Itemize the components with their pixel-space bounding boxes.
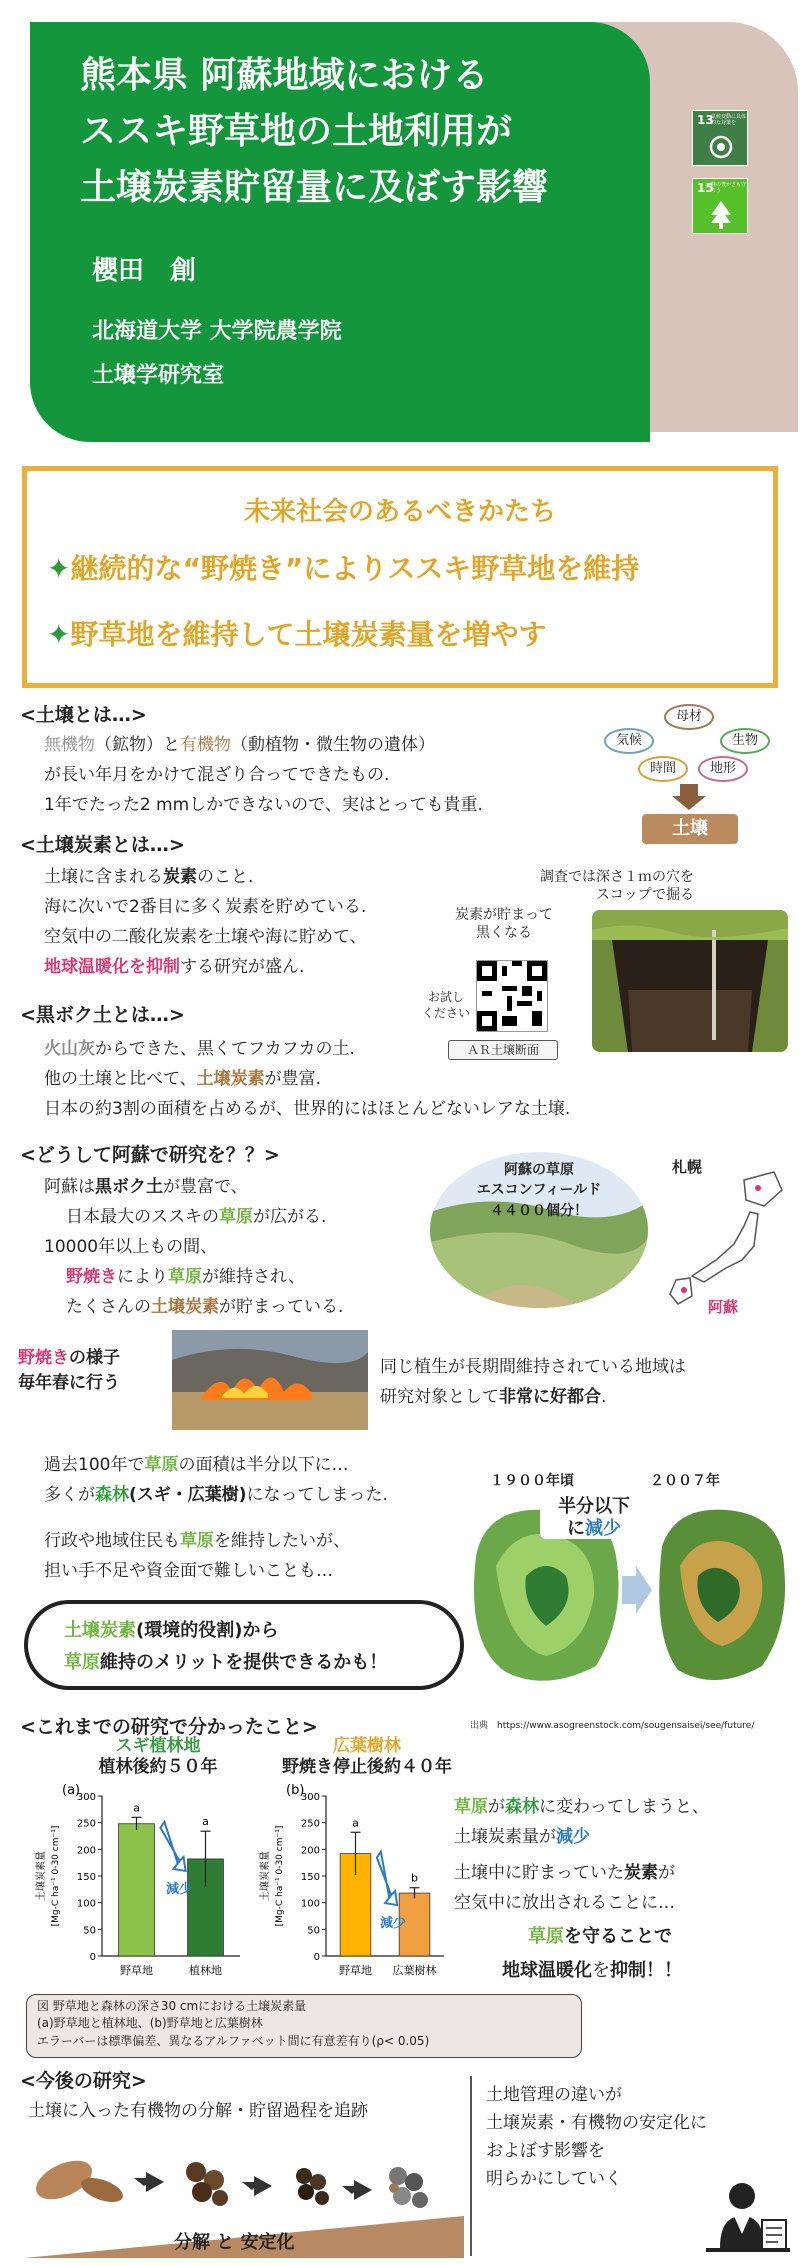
map-source: 出典 https://www.asogreenstock.com/sougensaisei/see/future/	[470, 1721, 755, 1731]
title-line-1: 熊本県 阿蘇地域における	[80, 55, 489, 96]
y-tick-label: 250	[300, 1818, 320, 1830]
panel-label: (b)	[286, 1783, 305, 1798]
decline-line-2: 多くが森林(スギ・広葉樹)になってしまった.	[44, 1485, 388, 1505]
significance-letter: b	[411, 1871, 418, 1885]
future-research-line: 土壌に入った有機物の分解・貯留過程を追跡	[28, 2101, 368, 2121]
y-tick-label: 0	[313, 1952, 320, 1963]
factor-time: 時間	[638, 756, 688, 782]
results-line-1: 草原が森林に変わってしまうと、	[454, 1797, 709, 1817]
y-tick-label: 100	[300, 1898, 320, 1910]
sdg-15-icon: 15 陸の豊かさも守ろう	[692, 178, 748, 234]
result-soil-box: 土壌	[642, 814, 738, 844]
carbon-line-4: 地球温暖化を抑制する研究が盛ん.	[44, 957, 305, 977]
burning-caption: 野焼きの様子 毎年春に行う	[18, 1348, 120, 1393]
future-society-box	[22, 466, 778, 688]
decrease-label: 減少	[379, 1916, 407, 1932]
year-2007-label: ２００７年	[650, 1473, 720, 1489]
soil-formation-diagram	[598, 704, 798, 854]
affiliation-line-2: 土壌学研究室	[92, 363, 225, 388]
kuroboku-line-1: 火山灰からできた、黒くてフカフカの土.	[44, 1039, 355, 1059]
future-right-line-3: およぼす影響を	[486, 2141, 605, 2161]
y-axis-label: 土壌炭素量	[36, 1851, 47, 1901]
callout-line-1: 土壌炭素(環境的役割)から	[64, 1620, 279, 1641]
results-line-5: 草原を守ることで	[528, 1926, 672, 1947]
y-tick-label: 250	[76, 1818, 96, 1830]
y-tick-label: 300	[300, 1792, 320, 1803]
try-note: お試し ください	[422, 990, 471, 1020]
future-right-line-1: 土地管理の違いが	[486, 2085, 622, 2105]
decrease-arrow-icon	[160, 1822, 185, 1871]
star-icon: ✦	[47, 618, 71, 651]
significance-letter: a	[352, 1816, 359, 1830]
arrow-down-icon	[672, 784, 706, 810]
year-1900-label: １９００年頃	[490, 1473, 574, 1489]
affiliation-line-1: 北海道大学 大学院農学院	[92, 319, 342, 344]
results-heading: <これまでの研究で分かったこと>	[20, 1716, 318, 1738]
category-label: 野草地	[120, 1964, 153, 1977]
significance-letter: a	[202, 1815, 209, 1829]
figure-caption: 図 野草地と森林の深さ30 cmにおける土壌炭素量 (a)野草地と植林地、(b)野草地と広葉樹林 エラーバーは標準偏差、異なるアルファベット間に有意差有り(ρ< 0.05)	[26, 1994, 582, 2058]
title-line-3: 土壌炭素貯留量に及ぼす影響	[80, 167, 549, 208]
chart-panel-b	[254, 1782, 464, 1982]
results-line-4: 空気中に放出されることに…	[454, 1893, 675, 1913]
decrease-label: 減少	[165, 1881, 193, 1897]
map-label-aso: 阿蘇	[708, 1298, 739, 1316]
carbon-heading: <土壌炭素とは…>	[20, 834, 185, 856]
results-line-3: 土壌中に貯まっていた炭素が	[454, 1863, 675, 1883]
researcher-icon	[706, 2178, 790, 2258]
decrease-arrow-icon	[377, 1852, 397, 1905]
future-right-line-2: 土壌炭素・有機物の安定化に	[486, 2113, 707, 2133]
why-aso-heading: <どうして阿蘇で研究を？？>	[20, 1144, 280, 1166]
y-tick-label: 200	[300, 1845, 320, 1857]
qr-code[interactable]	[476, 960, 548, 1032]
y-tick-label: 50	[83, 1925, 96, 1937]
factor-climate: 気候	[604, 728, 654, 754]
decline-line-3: 行政や地域住民も草原を維持したいが、	[44, 1531, 350, 1551]
category-label: 植林地	[189, 1964, 222, 1977]
y-tick-label: 0	[89, 1952, 96, 1963]
ar-soil-profile-label: ＡＲ土壌断面	[448, 1040, 558, 1060]
why-line-1: 阿蘇は黒ボク土が豊富で、	[44, 1177, 248, 1197]
decomposition-stabilization-label: 分解 と 安定化	[174, 2232, 295, 2253]
benefit-callout	[24, 1600, 464, 1690]
y-tick-label: 300	[76, 1792, 96, 1803]
chart-panel-a	[30, 1782, 260, 1982]
y-axis-unit: [Mg-C ha⁻¹ 0-30 cm⁻¹]	[275, 1825, 285, 1927]
factor-organisms: 生物	[720, 728, 770, 754]
panel-a-title: スギ植林地 植林後約５０年	[98, 1736, 218, 1778]
panel-b-title: 広葉樹林 野焼き停止後約４０年	[282, 1736, 452, 1778]
y-axis-label: 土壌炭素量	[260, 1851, 271, 1901]
kuroboku-line-3: 日本の約3割の面積を占めるが、世界的にはほとんどないレアな土壌.	[44, 1099, 571, 1119]
carbon-line-1: 土壌に含まれる炭素のこと.	[44, 867, 254, 887]
soil-line-3: 1年でたった2 mmしかできないので、実はとっても貴重.	[44, 795, 483, 815]
factor-parent-material: 母材	[664, 704, 714, 730]
author-name: 櫻田 創	[92, 256, 197, 286]
japan-map	[646, 1150, 792, 1325]
grassland-caption: 阿蘇の草原 エスコンフィールド ４４００個分！	[476, 1162, 602, 1219]
why-line-4: 野焼きにより草原が維持され、	[66, 1267, 306, 1287]
soil-heading: <土壌とは…>	[20, 704, 147, 726]
soil-line-1: 無機物（鉱物）と有機物（動植物・微生物の遺体）	[44, 735, 435, 755]
factor-topography: 地形	[698, 756, 748, 782]
divider	[470, 2076, 472, 2256]
future-item-2: ✦野草地を維持して土壌炭素量を増やす	[47, 618, 547, 651]
decomposition-diagram	[24, 2120, 466, 2260]
carbon-line-3: 空気中の二酸化炭素を土壌や海に貯めて、	[44, 927, 367, 947]
kuroboku-heading: <黒ボク土とは…>	[20, 1004, 185, 1026]
y-tick-label: 200	[76, 1845, 96, 1857]
y-tick-label: 150	[76, 1872, 96, 1883]
soil-pit-photo	[592, 910, 788, 1052]
field-burning-photo	[172, 1330, 368, 1430]
results-line-6: 地球温暖化を抑制！！	[502, 1960, 682, 1981]
future-research-heading: <今後の研究>	[20, 2070, 147, 2092]
y-tick-label: 150	[300, 1872, 320, 1883]
bar	[119, 1824, 155, 1956]
burning-text-1: 同じ植生が長期間維持されている地域は	[380, 1357, 686, 1377]
star-icon: ✦	[47, 552, 71, 585]
burning-text-2: 研究対象として非常に好都合.	[380, 1387, 607, 1407]
carbon-line-2: 海に次いで2番目に多く炭素を貯めている.	[44, 897, 367, 917]
significance-letter: a	[133, 1801, 140, 1815]
half-decrease-label: 半分以下 に減少	[540, 1496, 648, 1539]
map-label-sapporo: 札幌	[672, 1158, 703, 1176]
title-line-2: ススキ野草地の土地利用が	[80, 111, 513, 152]
decline-line-1: 過去100年で草原の面積は半分以下に…	[44, 1455, 349, 1475]
results-line-2: 土壌炭素量が減少	[454, 1827, 590, 1847]
soil-line-2: が長い年月をかけて混ざり合ってできたもの.	[44, 765, 390, 785]
future-item-1: ✦継続的な“野焼き”によりススキ野草地を維持	[47, 552, 640, 585]
y-axis-unit: [Mg-C ha⁻¹ 0-30 cm⁻¹]	[51, 1825, 61, 1927]
why-line-3: 10000年以上もの間、	[44, 1237, 218, 1257]
category-label: 野草地	[339, 1964, 372, 1977]
y-tick-label: 100	[76, 1898, 96, 1910]
callout-line-2: 草原維持のメリットを提供できるかも！	[64, 1652, 388, 1673]
kuroboku-line-2: 他の土壌と比べて、土壌炭素が豊富.	[44, 1069, 322, 1089]
why-line-5: たくさんの土壌炭素が貯まっている.	[66, 1297, 344, 1317]
why-line-2: 日本最大のススキの草原が広がる.	[66, 1207, 327, 1227]
future-right-line-4: 明らかにしていく	[486, 2169, 622, 2189]
dig-note: 調査では深さ１ｍの穴を スコップで掘る	[540, 869, 694, 904]
category-label: 広葉樹林	[392, 1964, 437, 1977]
future-heading: 未来社会のあるべきかたち	[243, 497, 556, 527]
title-header	[30, 22, 650, 442]
dark-note: 炭素が貯まって 黒くなる	[455, 907, 553, 942]
y-tick-label: 50	[307, 1925, 320, 1937]
panel-label: (a)	[62, 1783, 81, 1798]
decline-line-4: 担い手不足や資金面で難しいことも…	[44, 1561, 333, 1581]
sdg-13-icon: 13 気候変動に具体的な対策を	[692, 110, 748, 166]
